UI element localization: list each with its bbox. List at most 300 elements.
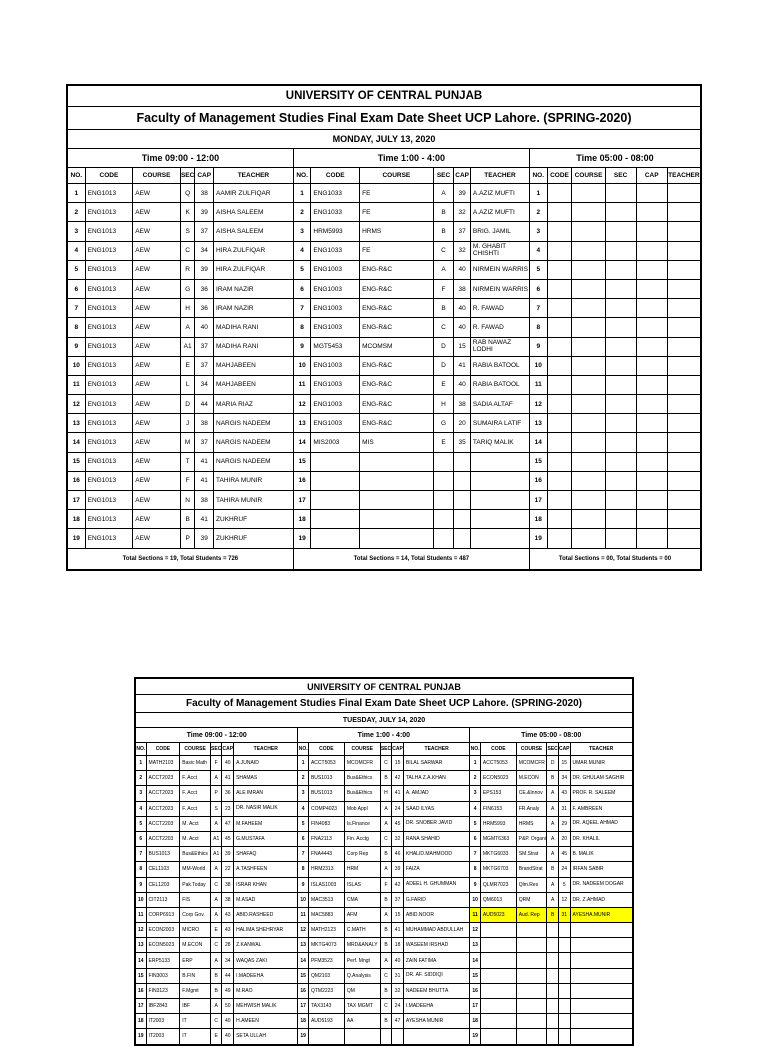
course-name (572, 452, 605, 471)
capacity: 40 (454, 260, 471, 279)
course-name: F. Acct (180, 771, 211, 786)
section (605, 318, 636, 337)
course-code (311, 471, 360, 490)
course-name: Corp Gov. (180, 907, 211, 922)
teacher-name: DR. NASIR MALIK (234, 801, 298, 816)
capacity (636, 375, 667, 394)
row-number: 9 (68, 337, 86, 356)
teacher-name: MEHWISH MALIK (234, 999, 298, 1014)
capacity (454, 529, 471, 548)
course-name: Corp Rep (344, 847, 380, 862)
course-code: ENG1013 (85, 203, 133, 222)
teacher-name: MAHJABEEN (214, 356, 294, 375)
course-name: MRD&ANALY (344, 938, 380, 953)
teacher-name: WAQAS ZAKI (234, 953, 298, 968)
row-number: 12 (470, 923, 481, 938)
course-name (516, 999, 547, 1014)
row-number: 2 (293, 203, 311, 222)
capacity: 23 (222, 801, 234, 816)
row-number: 3 (136, 786, 147, 801)
teacher-name: ZUKHRUF (214, 529, 294, 548)
course-code: MKTG6033 (480, 847, 516, 862)
capacity (636, 260, 667, 279)
teacher-name: A.TASHFEEN (234, 862, 298, 877)
course-name: AEW (133, 318, 181, 337)
capacity: 45 (392, 816, 404, 831)
row-number: 2 (136, 771, 147, 786)
table-row (136, 983, 633, 998)
capacity: 32 (392, 983, 404, 998)
course-code: PFM3523 (308, 953, 344, 968)
row-number: 12 (136, 923, 147, 938)
course-code (547, 318, 572, 337)
course-code: ENG1013 (85, 433, 133, 452)
course-name: Aud. Rep (516, 907, 547, 922)
row-number: 16 (470, 983, 481, 998)
section: A (547, 801, 559, 816)
row-number: 15 (298, 968, 309, 983)
course-name: M. Acct (180, 816, 211, 831)
course-header: COURSE (360, 168, 434, 184)
course-code: BUS1013 (308, 771, 344, 786)
table-row (68, 299, 701, 318)
section: C (380, 968, 392, 983)
teacher-name: MAHJABEEN (214, 375, 294, 394)
teacher-name: AISHA SALEEM (214, 222, 294, 241)
capacity: 44 (222, 968, 234, 983)
capacity: 31 (558, 907, 570, 922)
course-name: AEW (133, 395, 181, 414)
row-number: 9 (298, 877, 309, 892)
capacity (636, 203, 667, 222)
section: B (433, 203, 454, 222)
capacity: 32 (392, 831, 404, 846)
course-code: FNA4443 (308, 847, 344, 862)
teacher-name: DR. AQEEL AHMAD (570, 816, 632, 831)
section: J (180, 414, 195, 433)
table-row (136, 756, 633, 771)
teacher-name: M.FAHEEM (234, 816, 298, 831)
teacher-name: ZAIN FATIMA (403, 953, 469, 968)
capacity (558, 999, 570, 1014)
teacher-name: M.RAO (234, 983, 298, 998)
section: G (433, 414, 454, 433)
teacher-name: UMAR.MUNIR (570, 756, 632, 771)
table-row (136, 1029, 633, 1044)
row-number: 18 (529, 510, 547, 529)
course-name: HRM (344, 862, 380, 877)
table-row (68, 529, 701, 548)
section: B (380, 983, 392, 998)
row-number: 3 (68, 222, 86, 241)
section: A (547, 786, 559, 801)
section (605, 203, 636, 222)
time-slot-header: Time 05:00 - 08:00 (470, 728, 633, 743)
section: P (180, 529, 195, 548)
course-name: FR.Analy (516, 801, 547, 816)
faculty-title: Faculty of Management Studies Final Exam Date Sheet UCP Lahore. (SPRING-2020) (68, 107, 701, 130)
course-code (311, 510, 360, 529)
exam-date: MONDAY, JULY 13, 2020 (68, 130, 701, 149)
section: A (380, 907, 392, 922)
section (605, 414, 636, 433)
course-code (547, 241, 572, 260)
course-code: ACCT5053 (480, 756, 516, 771)
teacher-name (667, 203, 700, 222)
sec-header: SEC (547, 743, 559, 756)
capacity: 24 (392, 801, 404, 816)
section: A (547, 816, 559, 831)
teacher-name: PROF. R. SALEEM (570, 786, 632, 801)
row-number: 11 (470, 907, 481, 922)
no-header: NO. (529, 168, 547, 184)
course-code: MIS2003 (311, 433, 360, 452)
course-name: Mob Appl (344, 801, 380, 816)
capacity: 34 (195, 375, 214, 394)
course-code: ENG1013 (85, 260, 133, 279)
course-name (572, 299, 605, 318)
teacher-name: SHAMAS (234, 771, 298, 786)
teacher-name (667, 260, 700, 279)
row-number: 19 (136, 1029, 147, 1044)
date-sheet-monday (66, 84, 702, 571)
course-name: AEW (133, 375, 181, 394)
course-name: Q.Analysis (344, 968, 380, 983)
capacity: 35 (454, 433, 471, 452)
course-code (311, 529, 360, 548)
capacity: 18 (392, 938, 404, 953)
row-number: 7 (470, 847, 481, 862)
table-row (136, 907, 633, 922)
table-row (68, 318, 701, 337)
table-row (68, 260, 701, 279)
course-name: Pak.Today (180, 877, 211, 892)
course-code: AUD5193 (308, 1014, 344, 1029)
table-row (136, 938, 633, 953)
section: T (180, 452, 195, 471)
table-row (68, 241, 701, 260)
course-code (480, 1029, 516, 1044)
row-number: 9 (470, 877, 481, 892)
section: A (380, 862, 392, 877)
teacher-name (570, 1029, 632, 1044)
course-code (547, 491, 572, 510)
course-name (360, 510, 434, 529)
table-row (68, 491, 701, 510)
section: K (180, 203, 195, 222)
section: A (210, 953, 222, 968)
course-code: ENG1013 (85, 510, 133, 529)
section: B (380, 847, 392, 862)
course-code: QM2103 (308, 968, 344, 983)
course-code (547, 395, 572, 414)
course-code: MGT5453 (311, 337, 360, 356)
course-name: AEW (133, 279, 181, 298)
teacher-name: MADIHA RANI (214, 318, 294, 337)
capacity: 15 (454, 337, 471, 356)
row-number: 14 (68, 433, 86, 452)
teacher-name: TAHIRA MUNIR (214, 471, 294, 490)
section: F (210, 756, 222, 771)
section: B (547, 771, 559, 786)
course-code: FIN4083 (308, 816, 344, 831)
course-code: FIN3123 (146, 983, 180, 998)
table-row (136, 923, 633, 938)
row-number: 19 (529, 529, 547, 548)
course-name: ENG-R&C (360, 279, 434, 298)
section: A (210, 907, 222, 922)
time-slot-header: Time 09:00 - 12:00 (68, 149, 294, 168)
course-name: BrandStrat (516, 862, 547, 877)
row-number: 19 (68, 529, 86, 548)
row-number: 8 (529, 318, 547, 337)
teacher-name: TALHA Z.A.KHAN (403, 771, 469, 786)
section: F (180, 471, 195, 490)
capacity (636, 510, 667, 529)
row-number: 15 (470, 968, 481, 983)
course-code: MKTG6703 (480, 862, 516, 877)
course-code: QM6013 (480, 892, 516, 907)
course-code (480, 953, 516, 968)
section: H (380, 786, 392, 801)
course-code (480, 923, 516, 938)
course-code (480, 983, 516, 998)
course-code (480, 999, 516, 1014)
table-row (68, 184, 701, 203)
section: A (547, 892, 559, 907)
capacity: 38 (195, 491, 214, 510)
course-name: AA (344, 1014, 380, 1029)
teacher-name (470, 471, 529, 490)
course-code: ACCT2023 (146, 801, 180, 816)
section: S (210, 801, 222, 816)
row-number: 6 (136, 831, 147, 846)
course-code: FNA2113 (308, 831, 344, 846)
table-row (68, 337, 701, 356)
section (605, 279, 636, 298)
course-code (547, 375, 572, 394)
course-name: AEW (133, 260, 181, 279)
course-code: MATH2103 (146, 756, 180, 771)
teacher-name: H.AMEEN (234, 1014, 298, 1029)
section (605, 395, 636, 414)
capacity: 40 (392, 953, 404, 968)
row-number: 15 (136, 968, 147, 983)
row-number: 5 (136, 816, 147, 831)
date-sheet-tuesday (134, 677, 634, 1046)
cap-header: CAP (392, 743, 404, 756)
course-code: ECON5023 (146, 938, 180, 953)
time-slot-header: Time 1:00 - 4:00 (298, 728, 470, 743)
section: F (433, 279, 454, 298)
course-name: AEW (133, 203, 181, 222)
capacity (392, 1029, 404, 1044)
row-number: 5 (293, 260, 311, 279)
row-number: 7 (136, 847, 147, 862)
course-name (572, 491, 605, 510)
section: E (433, 433, 454, 452)
row-number: 10 (470, 892, 481, 907)
section (605, 375, 636, 394)
course-name (360, 491, 434, 510)
teacher-name: DR. Z.AHMAD (570, 892, 632, 907)
row-number: 13 (529, 414, 547, 433)
row-number: 8 (470, 862, 481, 877)
section: B (380, 1014, 392, 1029)
row-number: 2 (298, 771, 309, 786)
teacher-name: AAMIR ZULFIQAR (214, 184, 294, 203)
section: A (210, 999, 222, 1014)
course-name: MCOMCFR (516, 756, 547, 771)
totals-summary: Total Sections = 14, Total Students = 487 (293, 548, 529, 569)
course-name: Is.Finance (344, 816, 380, 831)
teacher-name (667, 222, 700, 241)
capacity: 41 (195, 471, 214, 490)
course-name: FE (360, 241, 434, 260)
teacher-name (667, 491, 700, 510)
course-code (311, 452, 360, 471)
capacity: 37 (195, 433, 214, 452)
capacity: 15 (558, 756, 570, 771)
row-number: 14 (298, 953, 309, 968)
row-number: 9 (293, 337, 311, 356)
section (547, 999, 559, 1014)
section (433, 529, 454, 548)
course-code: ENG1003 (311, 299, 360, 318)
row-number: 12 (68, 395, 86, 414)
capacity (636, 299, 667, 318)
teacher-name: Z.KANWAL (234, 938, 298, 953)
course-code: IT2003 (146, 1029, 180, 1044)
row-number: 6 (470, 831, 481, 846)
capacity: 45 (558, 847, 570, 862)
row-number: 19 (298, 1029, 309, 1044)
row-number: 2 (68, 203, 86, 222)
capacity: 24 (558, 862, 570, 877)
section (547, 968, 559, 983)
row-number: 8 (136, 862, 147, 877)
capacity: 37 (454, 222, 471, 241)
section: A (210, 816, 222, 831)
teacher-name: MADIHA RANI (214, 337, 294, 356)
teacher-name: F. AMBREEN (570, 801, 632, 816)
capacity: 43 (222, 907, 234, 922)
section (605, 260, 636, 279)
course-name (516, 953, 547, 968)
row-number: 11 (293, 375, 311, 394)
capacity: 41 (195, 510, 214, 529)
teacher-name: SHAFAQ (234, 847, 298, 862)
course-code (311, 491, 360, 510)
capacity: 22 (222, 862, 234, 877)
capacity (558, 968, 570, 983)
teacher-name: RABIA BATOOL (470, 375, 529, 394)
course-name: AEW (133, 452, 181, 471)
row-number: 15 (293, 452, 311, 471)
row-number: 4 (293, 241, 311, 260)
course-name: FE (360, 184, 434, 203)
teacher-name (667, 184, 700, 203)
section (605, 337, 636, 356)
course-code: ENG1003 (311, 375, 360, 394)
capacity (454, 491, 471, 510)
cap-header: CAP (222, 743, 234, 756)
course-name (572, 279, 605, 298)
course-code: ACCT5053 (308, 756, 344, 771)
course-name: AEW (133, 184, 181, 203)
course-code: ENG1013 (85, 395, 133, 414)
course-code: FIN3003 (146, 968, 180, 983)
section: H (180, 299, 195, 318)
course-name: IT (180, 1029, 211, 1044)
teacher-name: IRAM NAZIR (214, 279, 294, 298)
capacity (558, 1014, 570, 1029)
section (605, 433, 636, 452)
section (605, 241, 636, 260)
teacher-name: MARIA RIAZ (214, 395, 294, 414)
course-code: COMP4023 (308, 801, 344, 816)
row-number: 9 (136, 877, 147, 892)
course-code: ENG1013 (85, 318, 133, 337)
capacity (636, 318, 667, 337)
capacity: 41 (195, 452, 214, 471)
section (433, 471, 454, 490)
course-code (547, 203, 572, 222)
row-number: 10 (136, 892, 147, 907)
capacity (558, 923, 570, 938)
table-row (136, 831, 633, 846)
capacity (636, 471, 667, 490)
teacher-name (570, 983, 632, 998)
section: E (433, 375, 454, 394)
course-code: CEL1203 (146, 877, 180, 892)
course-name: Qlm.Res (516, 877, 547, 892)
teacher-name: NIRMEIN WARRIS (470, 279, 529, 298)
course-name: M. Acct (180, 831, 211, 846)
row-number: 11 (298, 907, 309, 922)
table-row (68, 375, 701, 394)
section: C (210, 1014, 222, 1029)
capacity: 39 (222, 847, 234, 862)
table-row (136, 816, 633, 831)
course-code: IT2003 (146, 1014, 180, 1029)
row-number: 7 (293, 299, 311, 318)
course-code: ENG1003 (311, 279, 360, 298)
table-row (136, 877, 633, 892)
capacity: 43 (222, 923, 234, 938)
capacity: 50 (222, 999, 234, 1014)
course-name (572, 203, 605, 222)
row-number: 10 (293, 356, 311, 375)
course-code: ACCT2023 (146, 771, 180, 786)
row-number: 5 (298, 816, 309, 831)
course-name: CE.&Innov (516, 786, 547, 801)
section: C (380, 756, 392, 771)
row-number: 11 (529, 375, 547, 394)
course-name: ENG-R&C (360, 395, 434, 414)
section (605, 529, 636, 548)
time-slot-header: Time 05:00 - 08:00 (529, 149, 700, 168)
section (605, 184, 636, 203)
teacher-name: IRAM NAZIR (214, 299, 294, 318)
capacity: 45 (222, 831, 234, 846)
row-number: 8 (68, 318, 86, 337)
row-number: 1 (470, 756, 481, 771)
section (433, 452, 454, 471)
course-code: AUD5023 (480, 907, 516, 922)
row-number: 17 (68, 491, 86, 510)
teacher-name (667, 414, 700, 433)
